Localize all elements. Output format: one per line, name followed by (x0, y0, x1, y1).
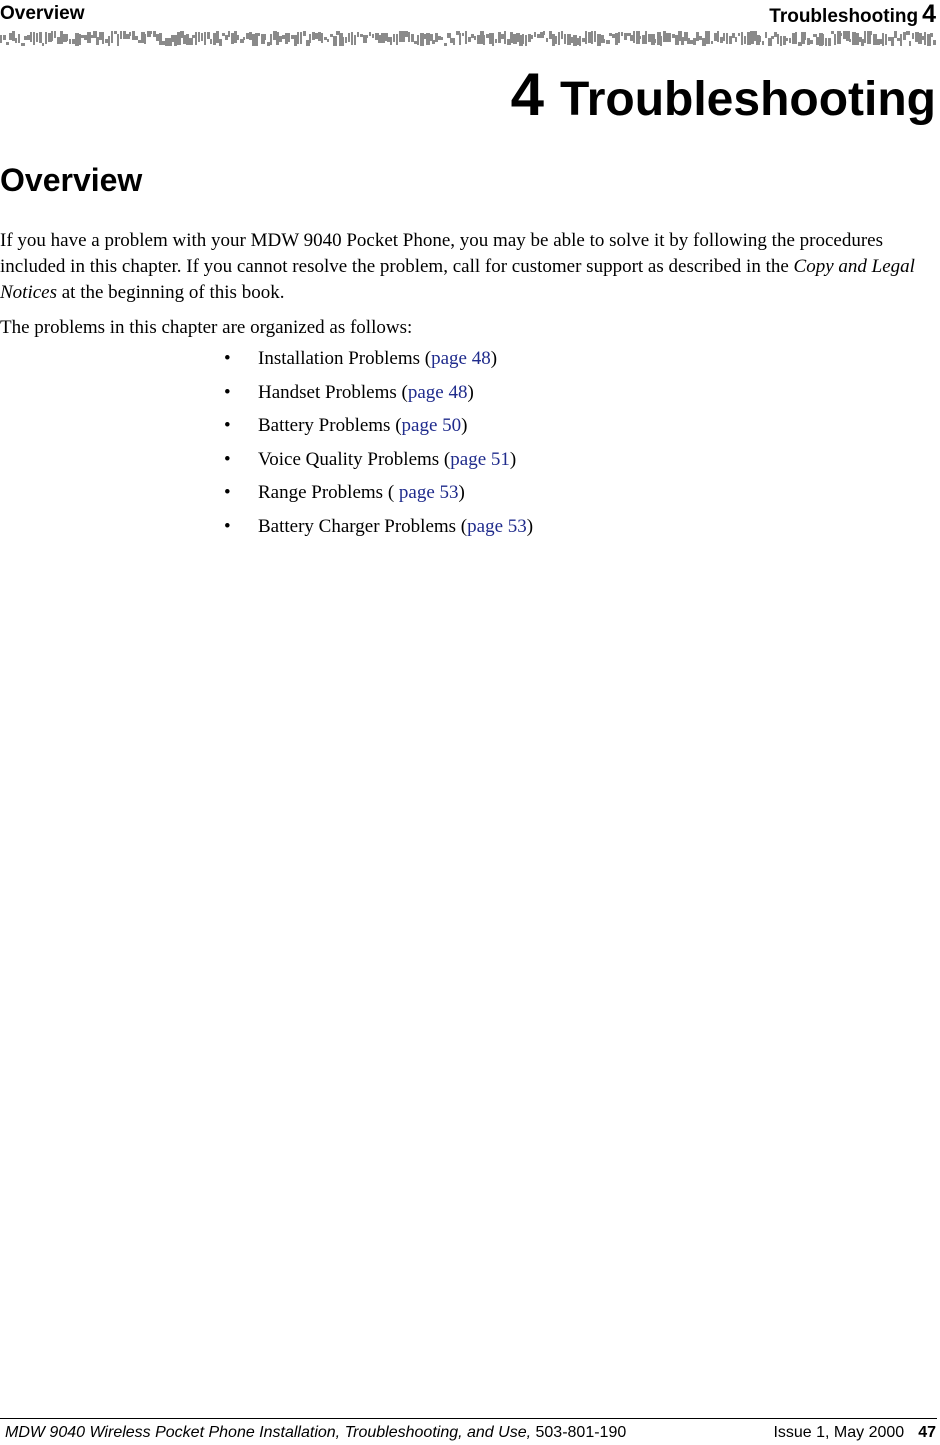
pattern-block (825, 38, 827, 46)
pattern-block (231, 33, 234, 44)
page-link[interactable]: page 53 (467, 515, 527, 537)
pattern-block (369, 32, 371, 36)
pattern-block (117, 34, 119, 46)
pattern-block (885, 34, 887, 45)
pattern-block (849, 39, 851, 42)
pattern-block (18, 34, 20, 43)
pattern-block (414, 41, 417, 44)
list-item (224, 514, 533, 548)
page-link[interactable]: page 48 (431, 348, 491, 369)
pattern-block (411, 34, 414, 42)
pattern-block (270, 34, 272, 45)
pattern-block (0, 35, 2, 43)
pattern-block (672, 34, 675, 38)
pattern-block (393, 34, 395, 42)
pattern-block (69, 39, 71, 44)
pattern-block (708, 31, 710, 44)
list-item-label: Range Problems ( (258, 482, 399, 503)
pattern-block (777, 34, 779, 44)
pattern-block (483, 35, 485, 45)
pattern-block (621, 32, 623, 36)
pattern-block (138, 40, 141, 43)
pattern-block (504, 31, 506, 44)
pattern-block (699, 36, 702, 40)
pattern-block (120, 31, 122, 39)
copy-legal-notices-reference: Copy and Legal Notices (0, 256, 915, 303)
pattern-block (300, 32, 302, 44)
pattern-block (828, 38, 831, 46)
pattern-block (594, 31, 596, 42)
pattern-block (219, 39, 222, 46)
pattern-block (486, 34, 489, 38)
pattern-block (90, 35, 93, 38)
pattern-block (294, 35, 297, 46)
footer-issue-date: Issue 1, May 2000 (773, 1424, 905, 1441)
pattern-block (327, 39, 329, 42)
pattern-block (150, 31, 152, 34)
pattern-block (222, 33, 225, 36)
page-link[interactable]: page 51 (450, 448, 510, 470)
pattern-block (279, 36, 282, 42)
header-section-name: Overview (0, 3, 85, 24)
pattern-block (432, 40, 435, 44)
pattern-block (810, 40, 813, 44)
pattern-block (870, 31, 872, 35)
pattern-block (54, 31, 56, 38)
pattern-block (558, 32, 560, 45)
pattern-block (711, 41, 713, 44)
pattern-block (372, 34, 374, 38)
bullet: • (224, 415, 231, 436)
pattern-block (588, 32, 591, 43)
pattern-block (258, 33, 260, 36)
pattern-block (822, 34, 824, 45)
pattern-block (528, 34, 531, 42)
pattern-block (744, 36, 746, 44)
pattern-block (360, 34, 363, 37)
pattern-block (609, 33, 612, 36)
pattern-block (654, 39, 656, 43)
pattern-block (585, 31, 587, 44)
pattern-block (534, 32, 536, 37)
list-item-label: Battery Problems ( (258, 415, 402, 436)
bullet: • (224, 381, 231, 403)
pattern-block (345, 37, 347, 43)
list-item-label: Handset Problems ( (258, 381, 408, 403)
pattern-block (324, 37, 327, 40)
pattern-block (630, 35, 633, 41)
page-number: 47 (918, 1424, 936, 1441)
pattern-block (891, 37, 894, 46)
pattern-block (297, 32, 299, 44)
pattern-block (612, 34, 615, 38)
pattern-block (405, 31, 408, 37)
list-item-label: Battery Charger Problems ( (258, 515, 468, 537)
pattern-block (495, 39, 497, 43)
pattern-block (639, 36, 641, 39)
organized-paragraph: The problems in this chapter are organized as follows: (0, 317, 413, 338)
decorative-header-pattern (0, 31, 936, 47)
pattern-block (465, 31, 467, 44)
pattern-block (387, 37, 390, 42)
pattern-block (312, 32, 315, 40)
pattern-block (396, 34, 398, 45)
pattern-block (831, 31, 834, 34)
pattern-block (723, 33, 725, 41)
pattern-block (543, 31, 545, 35)
pattern-block (417, 35, 419, 45)
list-item (224, 346, 533, 380)
pattern-block (135, 36, 138, 40)
pattern-block (468, 37, 471, 42)
pattern-block (51, 31, 53, 41)
pattern-block (60, 31, 63, 44)
list-item-close: ) (458, 482, 465, 503)
pattern-block (642, 35, 645, 44)
bullet: • (224, 482, 231, 503)
pattern-block (549, 31, 552, 39)
pattern-block (21, 43, 25, 46)
pattern-block (252, 34, 255, 46)
pattern-block (399, 31, 402, 42)
pattern-block (348, 33, 350, 42)
pattern-block (96, 37, 99, 45)
pattern-block (633, 31, 635, 43)
pattern-block (552, 34, 555, 46)
pattern-block (207, 32, 210, 39)
pattern-block (906, 31, 910, 35)
list-item-label: Voice Quality Problems ( (258, 448, 451, 470)
pattern-block (255, 33, 258, 46)
list-item (224, 380, 533, 414)
list-item (224, 480, 533, 514)
pattern-block (183, 35, 186, 44)
pattern-block (12, 31, 15, 41)
pattern-block (525, 35, 527, 46)
pattern-block (249, 32, 252, 40)
pattern-block (693, 38, 696, 45)
pattern-block (186, 34, 189, 45)
pattern-block (438, 36, 441, 40)
pattern-block (429, 34, 433, 41)
list-item-close: ) (461, 415, 468, 436)
pattern-block (132, 31, 135, 40)
pattern-block (333, 36, 337, 46)
running-header (0, 0, 940, 30)
pattern-block (174, 35, 177, 46)
pattern-block (795, 32, 797, 44)
pattern-block (111, 31, 113, 43)
pattern-block (537, 34, 540, 38)
pattern-block (156, 34, 159, 41)
pattern-block (15, 38, 17, 43)
pattern-block (804, 32, 806, 40)
pattern-block (192, 35, 195, 38)
pattern-block (522, 34, 524, 44)
chapter-number: 4 (510, 61, 545, 128)
pattern-block (45, 32, 47, 44)
pattern-block (408, 32, 410, 42)
pattern-block (210, 39, 212, 44)
pattern-block (834, 34, 836, 45)
pattern-block (57, 37, 60, 44)
pattern-block (510, 32, 513, 43)
pattern-block (81, 35, 84, 38)
pattern-block (423, 34, 426, 39)
footer-rule (0, 1418, 937, 1419)
pattern-block (840, 33, 842, 36)
problem-list (224, 346, 533, 547)
pattern-block (765, 32, 767, 38)
pattern-block (903, 32, 906, 40)
footer-doc-title: MDW 9040 Wireless Pocket Phone Installation, Troubleshooting, and Use, (5, 1424, 532, 1441)
pattern-block (30, 32, 32, 42)
pattern-block (36, 33, 38, 42)
pattern-block (681, 37, 684, 45)
pattern-block (198, 32, 200, 42)
pattern-block (285, 33, 288, 44)
pattern-block (663, 31, 666, 42)
pattern-block (33, 32, 35, 45)
intro-paragraph (0, 228, 932, 306)
pattern-block (882, 33, 884, 46)
pattern-block (78, 34, 81, 45)
pattern-block (357, 32, 359, 37)
pattern-block (3, 35, 6, 40)
pattern-block (561, 31, 563, 39)
bullet: • (224, 448, 231, 470)
pattern-block (354, 35, 356, 45)
pattern-block (225, 35, 228, 40)
pattern-block (228, 31, 230, 37)
footer-document-title (5, 1424, 626, 1442)
pattern-block (783, 36, 786, 45)
pattern-block (933, 40, 936, 45)
chapter-title-text: Troubleshooting (560, 73, 936, 126)
pattern-block (498, 32, 501, 43)
chapter-title (511, 60, 936, 129)
pattern-block (189, 38, 193, 45)
pattern-block (102, 32, 104, 44)
pattern-block (546, 38, 548, 42)
pattern-block (474, 36, 476, 40)
pattern-block (732, 33, 735, 38)
pattern-block (366, 35, 368, 38)
pattern-block (264, 34, 266, 40)
list-item-close: ) (526, 515, 534, 537)
pattern-block (894, 31, 897, 38)
pattern-block (741, 32, 743, 45)
pattern-block (843, 31, 846, 39)
pattern-block (780, 36, 782, 46)
pattern-block (39, 32, 42, 43)
pattern-block (303, 31, 306, 36)
pattern-block (447, 33, 451, 38)
pattern-block (162, 41, 165, 45)
pattern-block (909, 41, 911, 46)
page-link[interactable]: page 53 (398, 482, 459, 503)
pattern-block (342, 37, 344, 46)
page-link[interactable]: page 48 (407, 381, 468, 403)
pattern-block (570, 37, 573, 43)
pattern-block (237, 35, 239, 40)
pattern-block (624, 33, 627, 40)
pattern-block (603, 39, 605, 43)
pattern-block (735, 37, 737, 42)
header-chapter-label: Troubleshooting (769, 6, 919, 27)
pattern-block (114, 31, 117, 34)
pattern-block (144, 34, 146, 44)
pattern-block (786, 38, 788, 41)
list-item (224, 413, 533, 447)
pattern-block (435, 33, 438, 42)
pattern-block (531, 35, 533, 39)
pattern-block (738, 33, 740, 36)
pattern-block (159, 33, 162, 45)
footer-doc-number: 503-801-190 (531, 1424, 627, 1441)
pattern-block (318, 32, 321, 41)
pattern-block (309, 34, 311, 43)
list-item-close: ) (509, 448, 517, 470)
pattern-block (720, 37, 723, 43)
pattern-block (123, 31, 126, 39)
pattern-block (774, 32, 777, 37)
pattern-block (444, 43, 447, 46)
intro-text-1: If you have a problem with your MDW 9040 Pocket Phone, you may be able to solve it by following the procedures included in this chapter. If you cannot resolve the problem, call for customer support as described in the (0, 230, 883, 277)
pattern-block (441, 37, 443, 40)
pattern-block (687, 38, 690, 44)
pattern-block (492, 33, 494, 46)
list-item-close: ) (467, 381, 474, 403)
pattern-block (288, 33, 290, 42)
pattern-block (813, 34, 817, 37)
pattern-block (27, 35, 30, 40)
pattern-block (726, 33, 728, 44)
pattern-block (267, 42, 270, 46)
list-item (224, 447, 533, 481)
pattern-block (807, 38, 810, 45)
pattern-block (864, 31, 866, 43)
pattern-block (459, 33, 461, 45)
pattern-block (888, 37, 891, 41)
pattern-block (402, 31, 405, 42)
pattern-block (861, 39, 864, 46)
pattern-block (591, 31, 593, 44)
pattern-block (759, 36, 761, 42)
pattern-block (816, 37, 819, 45)
pattern-block (645, 31, 647, 44)
pattern-block (315, 33, 318, 39)
pattern-block (564, 34, 566, 44)
pattern-block (924, 32, 926, 45)
pattern-block (615, 33, 618, 45)
pattern-block (771, 36, 774, 39)
footer-issue (773, 1424, 936, 1442)
header-chapter (769, 0, 936, 29)
pattern-block (234, 31, 237, 43)
pattern-block (276, 32, 279, 45)
pattern-block (579, 36, 581, 46)
pattern-block (453, 38, 455, 45)
pattern-block (660, 36, 662, 46)
pattern-block (450, 38, 453, 43)
pattern-block (330, 34, 333, 37)
pattern-block (390, 37, 392, 45)
pattern-block (66, 34, 68, 41)
bullet: • (224, 515, 231, 537)
intro-text-2: at the beginning of this book. (57, 282, 285, 303)
pattern-block (213, 33, 216, 45)
pattern-block (243, 37, 245, 40)
pattern-block (768, 38, 772, 46)
pattern-block (216, 31, 219, 43)
pattern-block (204, 32, 206, 45)
pattern-block (321, 33, 323, 43)
pattern-block (900, 34, 902, 46)
list-item-label: Installation Problems ( (258, 348, 432, 369)
pattern-block (462, 33, 464, 36)
pattern-block (153, 31, 156, 37)
bullet: • (224, 348, 231, 369)
pattern-block (129, 32, 131, 36)
pattern-block (717, 31, 719, 42)
pattern-block (762, 41, 764, 45)
pattern-block (789, 38, 791, 43)
pattern-block (555, 36, 557, 44)
pattern-block (6, 42, 9, 45)
pattern-block (729, 36, 732, 44)
pattern-block (471, 34, 474, 38)
pattern-block (930, 33, 933, 37)
pattern-block (351, 32, 353, 45)
header-chapter-number: 4 (922, 0, 936, 28)
list-item-close: ) (490, 348, 498, 369)
pattern-block (108, 36, 110, 46)
pattern-block (912, 33, 914, 39)
pattern-block (618, 32, 620, 43)
pattern-block (837, 31, 841, 44)
section-heading: Overview (0, 162, 143, 198)
pattern-block (696, 32, 699, 41)
pattern-block (201, 33, 203, 41)
page-link[interactable]: page 50 (401, 415, 462, 436)
pattern-block (93, 31, 97, 38)
pattern-block (195, 32, 197, 45)
pattern-block (42, 43, 44, 46)
pattern-block (669, 33, 671, 42)
pattern-block (606, 40, 610, 44)
